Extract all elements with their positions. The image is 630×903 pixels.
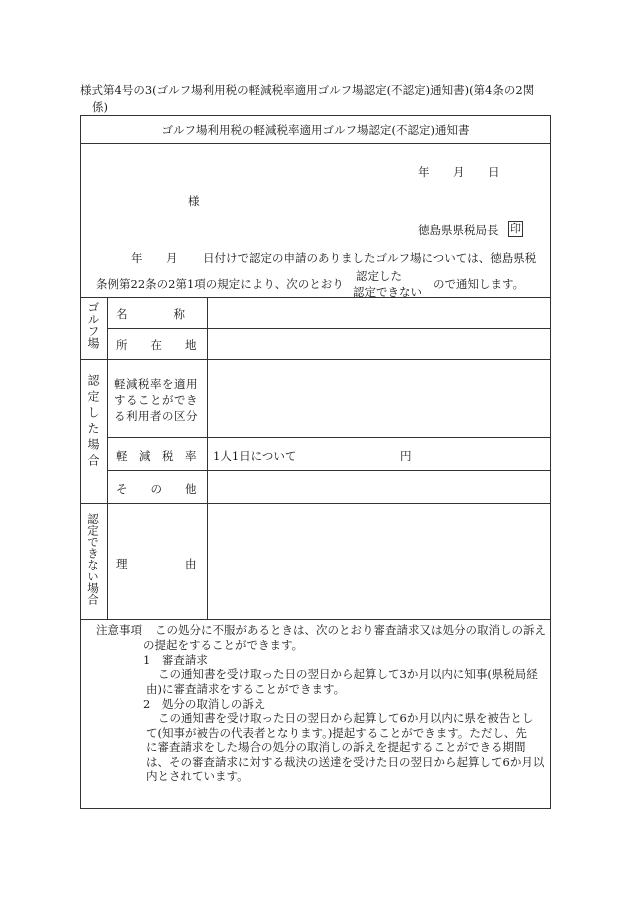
notes-item2-text-3: に審査請求をした場合の処分の取消しの訴えを提起することができる期間 [146,740,526,754]
section-golf-course-label: ゴルフ場 [86,301,100,349]
rate-label: 軽 減 税 率 [116,449,197,463]
other-label: そ の 他 [116,482,197,496]
name-label: 名 称 [116,307,185,321]
body-month: 月 [166,251,178,265]
location-label: 所 在 地 [116,338,197,352]
issuer-name: 徳島県県税局長 [418,223,499,237]
body-year: 年 [131,251,143,265]
category-label-3: る利用者の区分 [114,409,198,423]
date-month-label: 月 [453,165,465,179]
document-title: ゴルフ場利用税の軽減税率適用ゴルフ場認定(不認定)通知書 [161,123,470,137]
section-denied-label: 認定できない場合 [86,513,100,605]
name-value [210,301,547,325]
notes-heading: 注意事項 [96,623,142,637]
notes-item1-title: 1 審査請求 [143,653,208,667]
seal-mark: 印 [510,222,521,235]
date-year-label: 年 [418,165,430,179]
body-line1: 日付けで認定の申請のありましたゴルフ場については、徳島県税 [203,251,537,265]
rate-value-prefix: 1人1日について [213,449,297,463]
category-label-1: 軽減税率を適用 [114,377,198,391]
form-number-line1: 様式第4号の3(ゴルフ場利用税の軽減税率適用ゴルフ場認定(不認定)通知書)(第4条の2関 [80,83,535,97]
section-approved-label: 認定した場合 [86,374,100,470]
addressee-suffix: 様 [188,194,200,208]
notes-intro-2: の提起をすることができます。 [143,638,304,652]
option-approved: 認定した [356,269,402,283]
rate-unit: 円 [400,449,412,463]
notes-item1-text-2: 由)に審査請求をすることができます。 [146,682,346,696]
notes-item2-text-1: この通知書を受け取った日の翌日から起算して6か月以内に県を被告とし [158,711,534,725]
body-line2-suffix: ので通知します。 [433,277,525,291]
notes-item2-text-2: て(知事が被告の代表者となります。)提起することができます。ただし、先 [146,726,527,740]
form-number-line2: 係) [92,100,108,114]
body-line2-prefix: 条例第22条の2第1項の規定により、次のとおり [96,277,344,291]
option-denied: 認定できない [353,285,422,299]
notes-item2-title: 2 処分の取消しの訴え [143,697,266,711]
notes-intro-1: この処分に不服があるときは、次のとおり審査請求又は処分の取消しの訴え [155,623,546,637]
notes-item2-text-4: は、その審査請求に対する裁決の送達を受けた日の翌日から起算して6か月以 [146,755,545,769]
notes-item2-text-5: 内とされています。 [146,769,249,783]
location-value [210,332,547,356]
category-label-2: することができ [114,393,198,407]
reason-label: 理 由 [116,557,197,571]
notes-item1-text-1: この通知書を受け取った日の翌日から起算して3か月以内に知事(県税局経 [158,667,538,681]
date-day-label: 日 [488,165,500,179]
